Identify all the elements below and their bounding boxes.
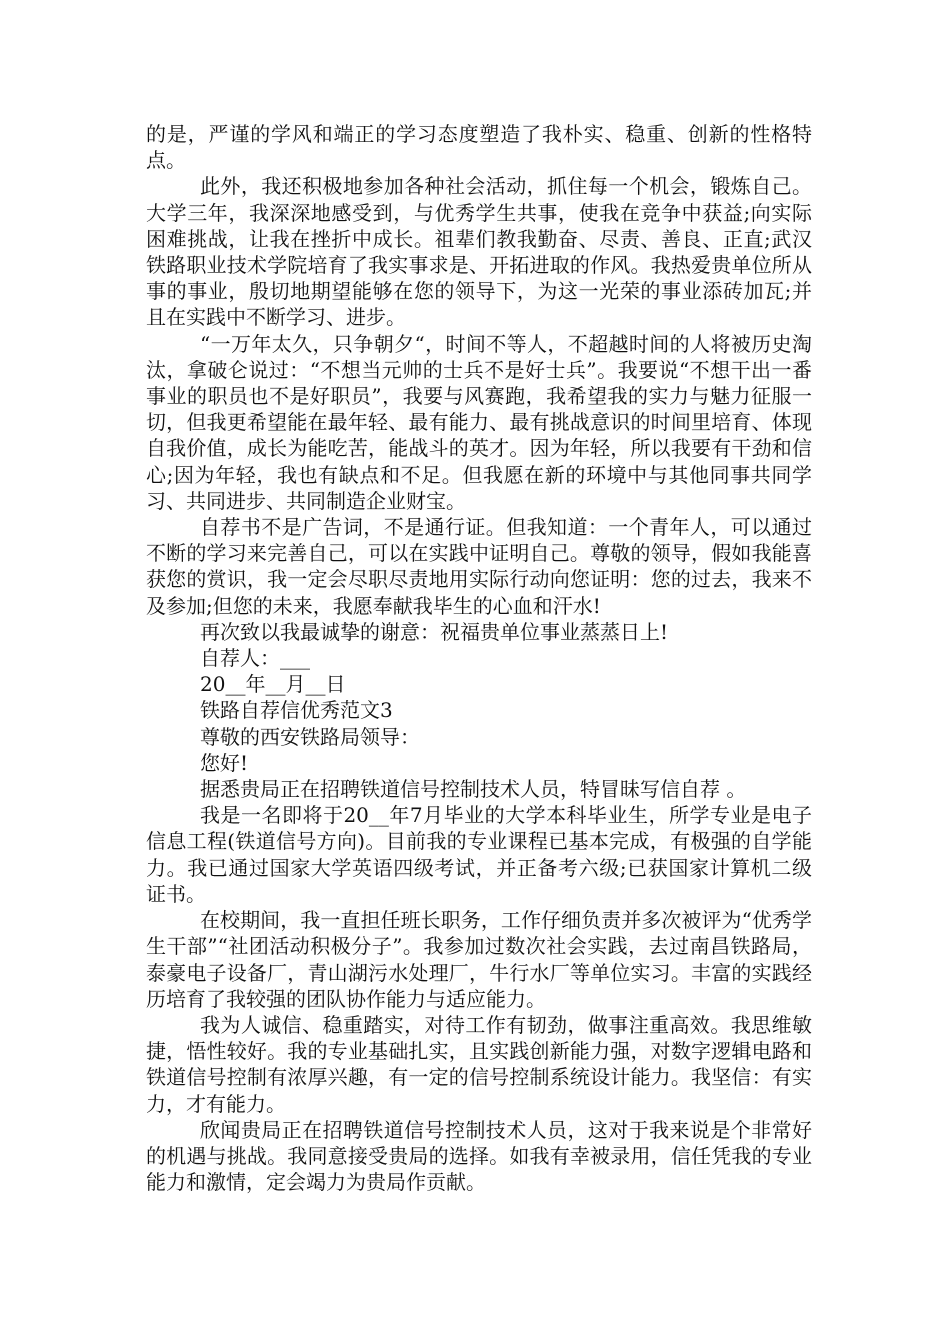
paragraph-conclusion: 欣闻贵局正在招聘铁道信号控制技术人员，这对于我来说是个非常好的机遇与挑战。我同意接受贵局的选择。如我有幸被录用，信任凭我的专业能力和激情，定会竭力为贵局作贡献。 [146, 1117, 812, 1195]
section-title: 铁路自荐信优秀范文3 [200, 698, 393, 723]
paragraph-education: 我是一名即将于20__年7月毕业的大学本科毕业生，所学专业是电子信息工程(铁道信号方向)。目前我的专业课程已基本完成，有极强的自学能力。我已通过国家大学英语四级考试，并正备考六级;已获国家计算机二级证书。 [146, 803, 812, 906]
salutation: 尊敬的西安铁路局领导： [200, 724, 420, 749]
closing-thanks: 再次致以我最诚挚的谢意：祝福贵单位事业蒸蒸日上! [200, 619, 669, 644]
paragraph-self-recommendation: 自荐书不是广告词，不是通行证。但我知道：一个青年人，可以通过不断的学习来完善自己，可以在实践中证明自己。尊敬的领导，假如我能喜获您的赏识，我一定会尽职尽责地用实际行动向您证明：您的过去，我来不及参加;但您的未来，我愿奉献我毕生的心血和汗水! [146, 515, 812, 618]
paragraph-social-activities: 此外，我还积极地参加各种社会活动，抓住每一个机会，锻炼自己。大学三年，我深深地感受到，与优秀学生共事，使我在竞争中获益;向实际困难挑战，让我在挫折中成长。祖辈们教我勤奋、尽责、善良、正直;武汉铁路职业技术学院培育了我实事求是、开拓进取的作风。我热爱贵单位所从事的事业，殷切地期望能够在您的领导下，为这一光荣的事业添砖加瓦;并且在实践中不断学习、进步。 [146, 174, 812, 330]
paragraph-ambition: “一万年太久，只争朝夕“，时间不等人，不超越时间的人将被历史淘汰，拿破仑说过：“不想当元帅的士兵不是好士兵”。我要说“不想干出一番事业的职员也不是好职员”，我要与风赛跑，我希望我的实力与魅力征服一切，但我更希望能在最年轻、最有能力、最有挑战意识的时间里培育、体现自我价值，成长为能吃苦，能战斗的英才。因为年轻，所以我要有干劲和信心;因为年轻，我也有缺点和不足。但我愿在新的环境中与其他同事共同学习、共同进步、共同制造企业财宝。 [146, 331, 812, 513]
date-line: 20__年__月__日 [200, 672, 346, 697]
paragraph-campus-experience: 在校期间，我一直担任班长职务，工作仔细负责并多次被评为“优秀学生干部”“社团活动积极分子”。我参加过数次社会实践，去过南昌铁路局，泰豪电子设备厂，青山湖污水处理厂，牛行水厂等单位实习。丰富的实践经历培育了我较强的团队协作能力与适应能力。 [146, 908, 812, 1011]
signature-line: 自荐人：___ [200, 646, 310, 671]
document-page [146, 121, 812, 1195]
paragraph-character-traits: 的是，严谨的学风和端正的学习态度塑造了我朴实、稳重、创新的性格特点。 [146, 122, 812, 173]
paragraph-personality: 我为人诚信、稳重踏实，对待工作有韧劲，做事注重高效。我思维敏捷，悟性较好。我的专业基础扎实，且实践创新能力强，对数字逻辑电路和铁道信号控制有浓厚兴趣，有一定的信号控制系统设计能力。我坚信：有实力，才有能力。 [146, 1012, 812, 1116]
greeting: 您好! [200, 750, 249, 775]
paragraph-intro: 据悉贵局正在招聘铁道信号控制技术人员，特冒昧写信自荐 。 [200, 777, 747, 802]
